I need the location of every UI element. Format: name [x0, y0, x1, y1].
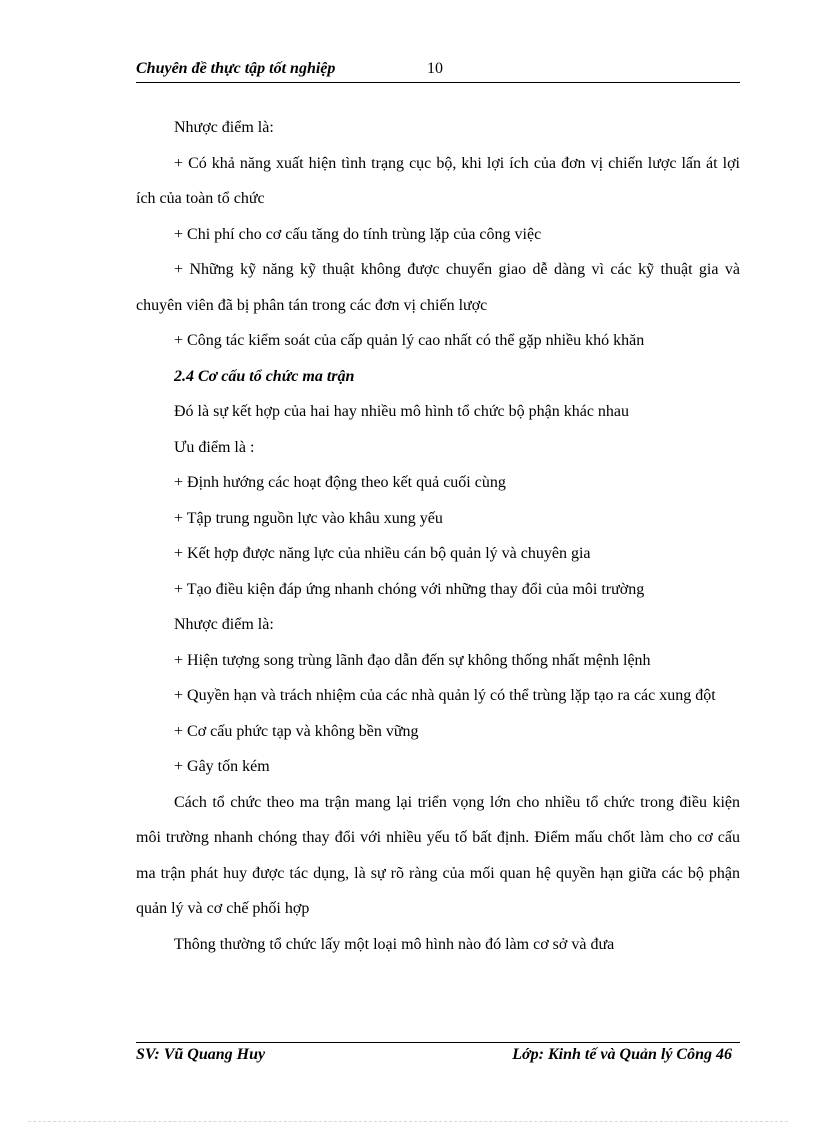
paragraph: + Tập trung nguồn lực vào khâu xung yếu — [174, 509, 443, 527]
paragraph: + Chi phí cho cơ cấu tăng do tính trùng lặp của công việc — [174, 225, 542, 243]
paragraph: Nhược điểm là: — [174, 616, 274, 633]
paragraph: + Cơ cấu phức tạp và không bền vững — [174, 722, 419, 740]
paragraph: + Gây tốn kém — [174, 758, 270, 775]
page-footer — [136, 1042, 740, 1071]
student-name: SV: Vũ Quang Huy — [136, 1046, 266, 1063]
paragraph: Ưu điểm là : — [174, 438, 255, 456]
paragraph: + Công tác kiểm soát của cấp quản lý cao nhất có thể gặp nhiều khó khăn — [174, 332, 645, 349]
paragraph: + Có khả năng xuất hiện tình trạng cục bộ, khi lợi ích của đơn vị chiến lược lấn át lợi ích của toàn tổ chức — [136, 154, 740, 207]
page-header — [136, 58, 740, 83]
paragraph: Thông thường tổ chức lấy một loại mô hình nào đó làm cơ sở và đưa — [174, 935, 615, 953]
paragraph: + Những kỹ năng kỹ thuật không được chuyển giao dễ dàng vì các kỹ thuật gia và chuyên viên đã bị phân tán trong các đơn vị chiến lược — [136, 261, 740, 314]
page-edge-divider — [28, 1121, 788, 1122]
class-name: Lớp: Kinh tế và Quản lý Công 46 — [512, 1046, 732, 1063]
paragraph: + Hiện tượng song trùng lãnh đạo dẫn đến sự không thống nhất mệnh lệnh — [174, 651, 651, 669]
document-title: Chuyên đề thực tập tốt nghiệp — [136, 60, 336, 77]
paragraph: Nhược điểm là: — [174, 119, 274, 136]
paragraph: + Tạo điều kiện đáp ứng nhanh chóng với những thay đổi của môi trường — [174, 580, 645, 598]
document-body — [136, 110, 740, 962]
paragraph: + Định hướng các hoạt động theo kết quả cuối cùng — [174, 474, 506, 491]
section-heading: 2.4 Cơ cấu tổ chức ma trận — [174, 367, 355, 385]
paragraph: + Quyền hạn và trách nhiệm của các nhà quản lý có thể trùng lặp tạo ra các xung đột — [174, 687, 716, 704]
paragraph: Đó là sự kết hợp của hai hay nhiều mô hình tổ chức bộ phận khác nhau — [174, 403, 630, 420]
paragraph: Cách tổ chức theo ma trận mang lại triển vọng lớn cho nhiều tổ chức trong điều kiện môi trường nhanh chóng thay đổi với nhiều yếu tố bất định. Điểm mấu chốt làm cho cơ cấu ma trận phát huy được tác dụng, là sự rõ ràng của mối quan hệ quyền hạn giữa các bộ phận quản lý và cơ chế phối hợp — [136, 793, 740, 917]
page-number: 10 — [427, 60, 443, 77]
paragraph: + Kết hợp được năng lực của nhiều cán bộ quản lý và chuyên gia — [174, 545, 591, 562]
